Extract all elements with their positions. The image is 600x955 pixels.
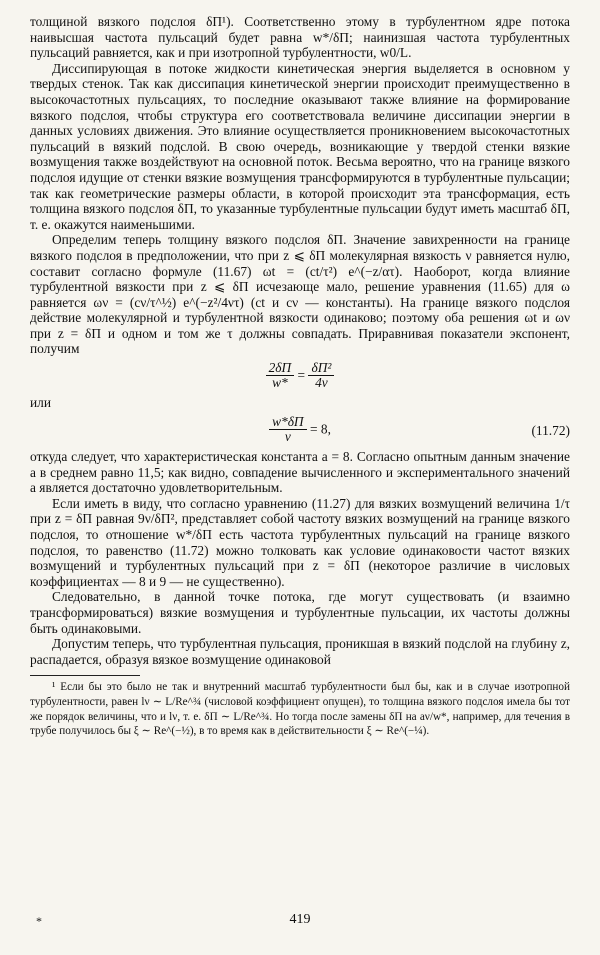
paragraph-4: откуда следует, что характеристическая константа a = 8. Согласно опытным данным значение a в среднем равно 11,5; как видно, совпадение вычисленного и экспериментального значений a является достаточно удовлетворительным. — [30, 449, 570, 496]
paragraph-6: Следовательно, в данной точке потока, где могут существовать (и взаимно трансформироваться) вязкие возмущения и турбулентные пульсации, их частоты должны быть одинаковыми. — [30, 589, 570, 636]
paragraph-1: толщиной вязкого подслоя δП¹). Соответственно этому в турбулентном ядре потока наивысшая частота пульсаций будет равна w*/δП; наинизшая частота турбулентных пульсаций равняется, как и при изотропной турбулентности, w0/L. — [30, 14, 570, 61]
paragraph-2: Диссипирующая в потоке жидкости кинетическая энергия выделяется в основном у твердых стенок. Так как диссипация кинетической энергии происходит преимущественно в высокочастотных пульсациях, то последние оказывают также влияние на формирование вязкого подслоя, чтобы структура его соответствовала величине диссипации энергии в данных условиях движения. Это влияние осуществляется проникновением высокочастотных пульсаций в вязкий подслой. В свою очередь, возникающие у твердой стенки вязкие возмущения также воздействуют на основной поток. Весьма вероятно, что на границе вязкого подслоя идущие от стенки вязкие возмущения трансформируются в турбулентные пульсации; так как геометрические размеры области, в которой происходит эта трансформация, есть толщина вязкого подслоя δП, то указанные турбулентные пульсации будут иметь масштаб δП, т. е. окажутся наименьшими. — [30, 60, 570, 232]
eq2-fraction: $\frac{w*\delta П}{\nu}$ — [269, 415, 307, 444]
paragraph-5: Если иметь в виду, что согласно уравнению (11.27) для вязких возмущений величина 1/τ при z = δП равная 9ν/δП², представляет собой частоту вязких возмущений на границе вязкого подслоя, то отношение w*/δП есть частота турбулентных пульсаций на границе вязкого подслоя, то равенство (11.72) можно толковать как условие одинаковости частот вязких возмущений и турбулентных пульсаций при z = δП (некоторое различие в числовых коэффициентах — 8 и 9 — не существенно). — [30, 495, 570, 589]
equation-2 — [30, 415, 570, 447]
eq1-left-fraction: $\frac{2\delta П}{w*}$ — [266, 361, 295, 390]
or-word: или — [30, 395, 52, 411]
paragraph-3: Определим теперь толщину вязкого подслоя δП. Значение завихренности на границе вязкого подслоя в предположении, что при z ⩽ δП молекулярная вязкость ν равняется нулю, составит согласно формуле (11.67) ωt = (ct/τ²) e^(−z/ατ). Наоборот, когда влияние турбулентной вязкости при z ⩽ δП исчезающе мало, решение уравнения (11.65) для ω равняется ων = (cν/τ^½) e^(−z²/4ντ) (ct и cν — константы). На границе вязкого подслоя действие молекулярной и турбулентной вязкости одинаково; поэтому оба решения ωt и ων при z = δП и одном и том же τ должны совпадать. Приравнивая показатели экспонент, получим — [30, 232, 570, 357]
equation-number: (11.72) — [531, 423, 570, 439]
corner-mark: * — [36, 914, 42, 928]
eq2-rhs: = 8, — [309, 421, 331, 437]
footnote: ¹ Если бы это было не так и внутренний масштаб турбулентности был бы, как и в случае изотропной турбулентности, равен lν ∼ L/Re^¾ (числовой коэффициент опущен), то толщина вязкого подслоя имела бы тот же порядок величины, что и lν, т. е. δП ∼ L/Re^¾. Но тогда после замены δП на aν/w*, например, для течения в трубе получилось бы ξ ∼ Re^(−½), в то время как в действительности ξ ∼ Re^(−¼). — [30, 681, 570, 738]
eq1-right-fraction: $\frac{\text{δП²}}{4\nu}$ — [308, 361, 334, 390]
paragraph-7: Допустим теперь, что турбулентная пульсация, проникшая в вязкий подслой на глубину z, распадается, образуя вязкое возмущение одинаковой — [30, 636, 570, 667]
eq1-equals: = — [297, 367, 306, 383]
footnote-rule — [30, 675, 140, 676]
page-number: 419 — [289, 912, 311, 927]
equation-1 — [30, 361, 570, 393]
